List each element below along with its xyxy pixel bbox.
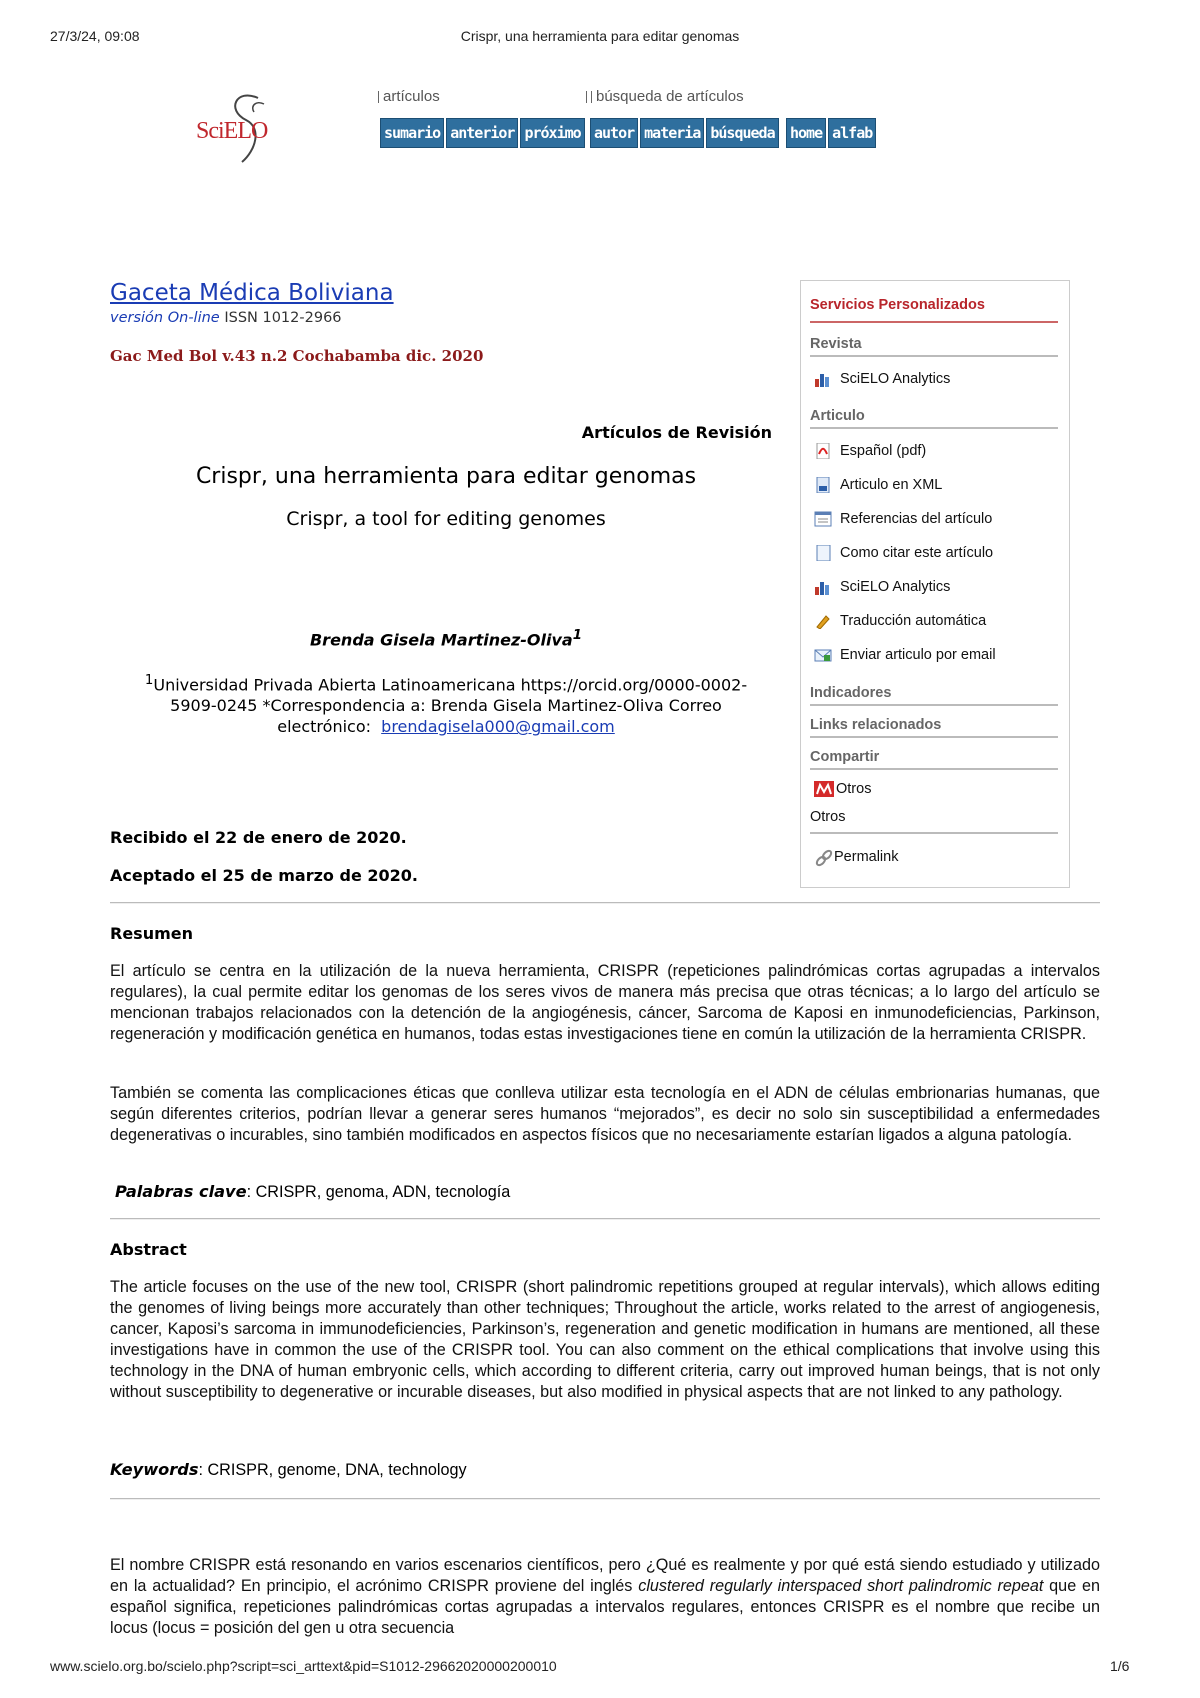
resumen-paragraph-2: También se comenta las complicaciones éticas que conlleva utilizar esta tecnología en el ADN de células embrionarias humanas, que según diferentes criterios, podrían llevar a generar seres humanos “mejorados”, es decir no solo sin susceptibilidad a enfermedades degenerativas o incurables, sino también modificados en aspectos físicos que no necesariamente estarían ligados a alguna patología. [110,1084,1100,1144]
article-title-es: Crispr, una herramienta para editar genomas [195,464,697,489]
sidebar-item-pdf[interactable]: Español (pdf) [814,443,926,459]
nav-busqueda-button[interactable]: búsqueda [706,118,778,148]
author-email-link[interactable]: brendagisela000@gmail.com [381,717,615,737]
nav-home-buttons [786,118,876,148]
nav-sumario-button[interactable]: sumario [380,118,444,148]
email-icon [814,647,832,663]
sidebar-rule [810,355,1058,357]
sidebar-item-permalink[interactable]: Permalink [814,849,898,865]
resumen-paragraph-1: El artículo se centra en la utilización de la nueva herramienta, CRISPR (repeticiones palindrómicas cortas agrupadas a intervalos regulares), la cual permite editar los genomas de los seres vivos de manera más precisa que otras técnicas; a lo largo del artículo se mencionan trabajos relacionados con la detención de la angiogénesis, cáncer, Sarcoma de Kaposi en inmunodeficiencias, Parkinson, regeneración y modificación genética en humanos, todas estas investigaciones tiene en común la utilización de la herramienta CRISPR. [110,962,1100,1043]
sidebar-item-traduccion[interactable]: Traducción automática [814,613,986,629]
intro-paragraph: El nombre CRISPR está resonando en varios escenarios científicos, pero ¿Qué es realmente y por qué está siendo estudiado y utilizado en la actualidad? En principio, el acrónimo CRISPR proviene del inglés clustered regularly interspaced short palindromic repeat que en español significa, repeticiones palindrómicas cortas agrupadas a intervalos regulares, entonces CRISPR es el nombre que recibe un locus (locus = posición del gen u otra secuencia [110,1556,1101,1637]
abstract-paragraph: The article focuses on the use of the new tool, CRISPR (short palindromic repetitions grouped at regular intervals), which allows editing the genomes of living beings more accurately than other techniques; Throughout the article, works related to the arrest of angiogenesis, cancer, Kaposi’s sarcoma in immunodeficiencies, Parkinson’s, regeneration and genetic modification in humans are mentioned, all these investigations have in common the use of the CRISPR tool. You can also comment on the ethical complications that involve using this technology in the DNA of human embryonic cells, which according to different criteria, carry out improved human beings, that is not only without susceptibility to degenerative or incurable diseases, but also modified in physical aspects that are not linked to any pathology. [110,1278,1100,1401]
document-icon [814,545,832,561]
scielo-logo[interactable] [196,90,286,165]
link-icon [814,849,832,865]
sidebar-item-como-citar[interactable]: Como citar este artículo [814,545,993,561]
article-affiliation: $^1$Universidad Privada Abierta Latinoamericana https://orcid.org/0000-0002- 5909-0245 *Correspondencia a: Brenda Gisela Martinez-Oliva Correo electrónico: brendagisela000@gmail.com [144,673,748,737]
nav-articulos-buttons [380,118,585,148]
sidebar-section-revista: Revista [810,336,862,352]
print-url: www.scielo.org.bo/scielo.php?script=sci_arttext&pid=S1012-29662020000200010 [50,1658,557,1674]
nav-home-button[interactable]: home [786,118,826,148]
nav-anterior-button[interactable]: anterior [446,118,518,148]
divider [110,902,1100,904]
keywords: Keywords: CRISPR, genome, DNA, technology [110,1460,467,1479]
article-section: Artículos de Revisión [581,423,772,442]
sidebar-item-email[interactable]: Enviar articulo por email [814,647,996,663]
nav-group-busqueda-label: búsqueda de artículos [586,88,744,105]
bar-chart-icon [814,371,832,387]
sidebar-title-rule [810,321,1058,323]
xml-document-icon [814,477,832,493]
print-datetime: 27/3/24, 09:08 [50,28,140,44]
sidebar-item-scielo-analytics-revista[interactable]: SciELO Analytics [814,371,950,387]
sidebar-section-indicadores[interactable]: Indicadores [810,685,892,701]
pdf-icon [814,443,832,459]
palabras-clave: Palabras clave: CRISPR, genoma, ADN, tecnología [115,1182,511,1201]
sidebar-share-text: Otros [810,809,846,825]
received-date: Recibido el 22 de enero de 2020. [110,828,407,847]
sidebar-rule [810,768,1058,770]
nav-autor-button[interactable]: autor [590,118,638,148]
sidebar-title: Servicios Personalizados [810,297,985,313]
bar-chart-icon [814,579,832,595]
nav-group-articulos-label: artículos [378,88,440,105]
sidebar-item-xml[interactable]: Articulo en XML [814,477,942,493]
nav-materia-button[interactable]: materia [640,118,704,148]
sidebar-rule [810,736,1058,738]
abstract-heading: Abstract [110,1240,187,1259]
sidebar-rule [810,704,1058,706]
article-title-en: Crispr, a tool for editing genomes [286,508,606,530]
resumen-heading: Resumen [110,924,193,943]
sidebar-item-scielo-analytics-articulo[interactable]: SciELO Analytics [814,579,950,595]
sidebar-rule [810,427,1058,429]
sidebar-rule [810,832,1058,834]
references-icon [814,511,832,527]
sidebar-item-share-otros[interactable]: Otros [814,781,871,797]
accepted-date: Aceptado el 25 de marzo de 2020. [110,866,418,885]
journal-citation: Gac Med Bol v.43 n.2 Cochabamba dic. 2020 [110,347,484,365]
journal-issn: versión On-line ISSN 1012-2966 [110,310,342,326]
sidebar-section-links[interactable]: Links relacionados [810,717,942,733]
share-icon [814,781,832,797]
services-sidebar [800,280,1070,888]
nav-alfab-button[interactable]: alfab [828,118,876,148]
logo-text: SciELO [196,118,268,144]
print-page-title: Crispr, una herramienta para editar genomas [460,28,740,44]
nav-busqueda-buttons [590,118,779,148]
nav-proximo-button[interactable]: próximo [520,118,584,148]
print-page-number: 1/6 [1110,1658,1130,1674]
article-author: Brenda Gisela Martinez-Oliva$^1$ [309,628,582,650]
sidebar-item-referencias[interactable]: Referencias del artículo [814,511,992,527]
journal-title-link[interactable]: Gaceta Médica Boliviana [110,280,394,306]
divider [110,1218,1100,1220]
pencil-icon [814,613,832,629]
divider [110,1498,1100,1500]
sidebar-section-compartir: Compartir [810,749,880,765]
sidebar-section-articulo: Articulo [810,408,865,424]
